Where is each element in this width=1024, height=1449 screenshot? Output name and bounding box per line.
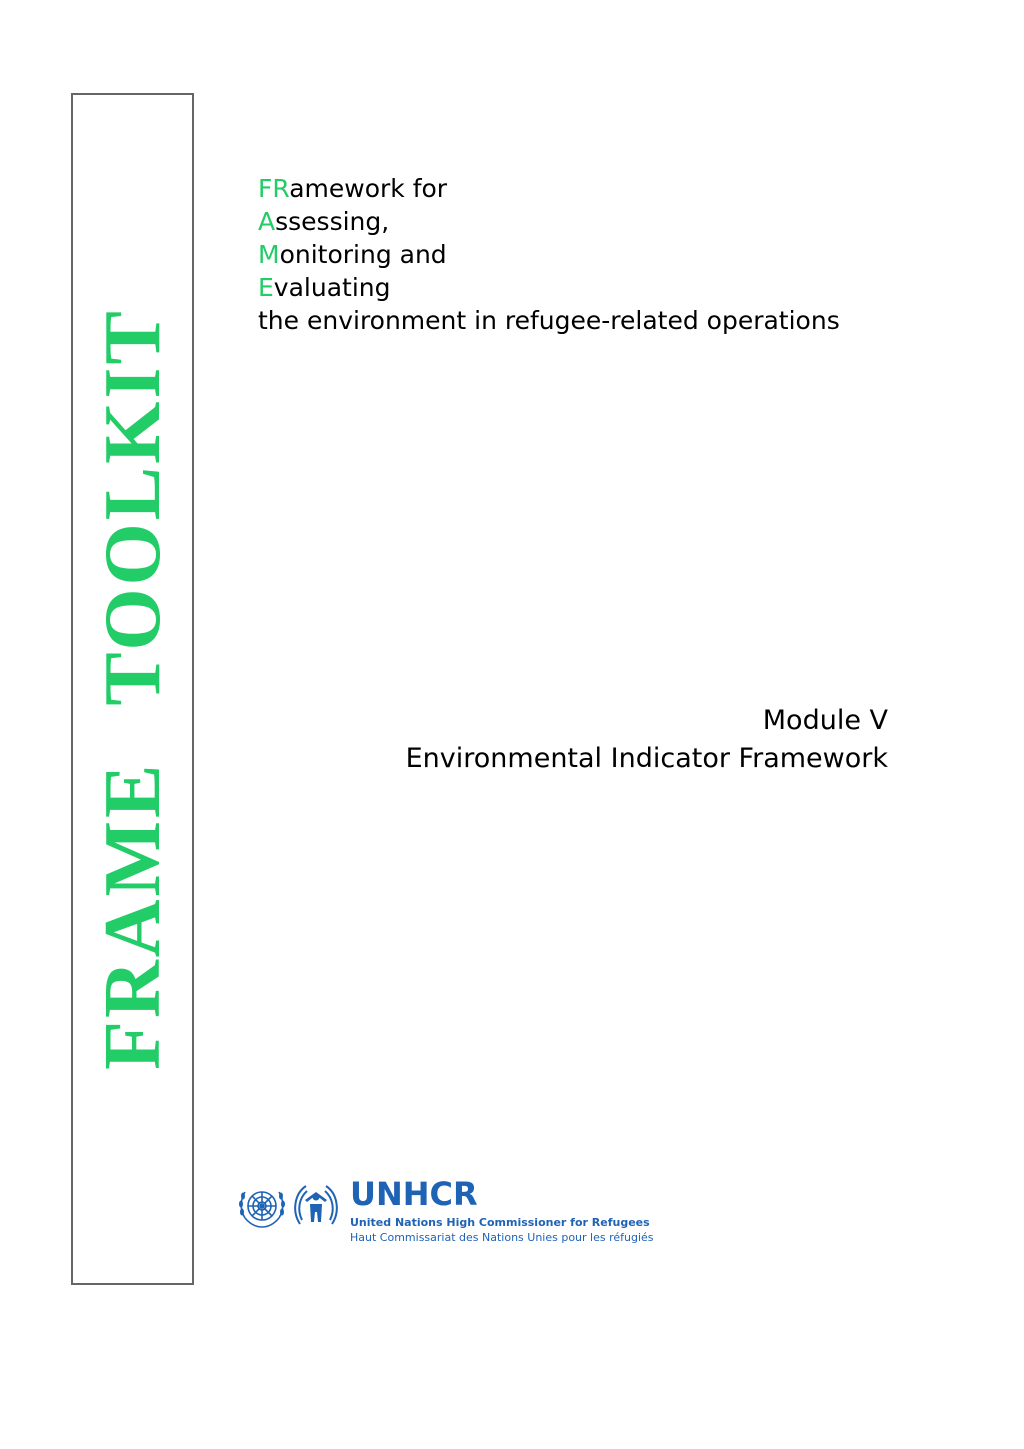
spine-title-word2: TOOLKIT: [88, 308, 177, 706]
module-heading: [406, 702, 888, 778]
acronym-rest: the environment in refugee-related operations: [258, 306, 840, 335]
acronym-rest: onitoring and: [279, 240, 447, 269]
module-title: Environmental Indicator Framework: [405, 743, 888, 774]
acronym-line-environment: [258, 304, 840, 337]
acronym-line-monitoring: [258, 238, 840, 271]
acronym-letter: FR: [258, 174, 290, 203]
org-name: UNHCR: [350, 1175, 478, 1213]
acronym-rest: ssessing,: [275, 207, 390, 236]
acronym-block: [258, 172, 840, 337]
un-emblem-icon: [236, 1180, 288, 1232]
acronym-letter: M: [258, 240, 280, 269]
module-number: Module V: [762, 705, 888, 736]
acronym-line-assessing: [258, 205, 840, 238]
unhcr-emblem-icon: [290, 1180, 342, 1232]
spine-box: [71, 93, 194, 1285]
unhcr-logo: [236, 1175, 654, 1258]
acronym-rest: amework for: [289, 174, 448, 203]
acronym-letter: E: [258, 273, 274, 302]
acronym-line-evaluating: [258, 271, 840, 304]
acronym-line-framework: [258, 172, 840, 205]
acronym-rest: valuating: [273, 273, 391, 302]
spine-title-word1: FRAME: [88, 761, 177, 1070]
org-subtitle-fr: Haut Commissariat des Nations Unies pour les réfugiés: [350, 1231, 654, 1244]
acronym-letter: A: [258, 207, 276, 236]
spine-title: [88, 308, 177, 1070]
org-subtitle-en: United Nations High Commissioner for Refugees: [350, 1216, 650, 1229]
